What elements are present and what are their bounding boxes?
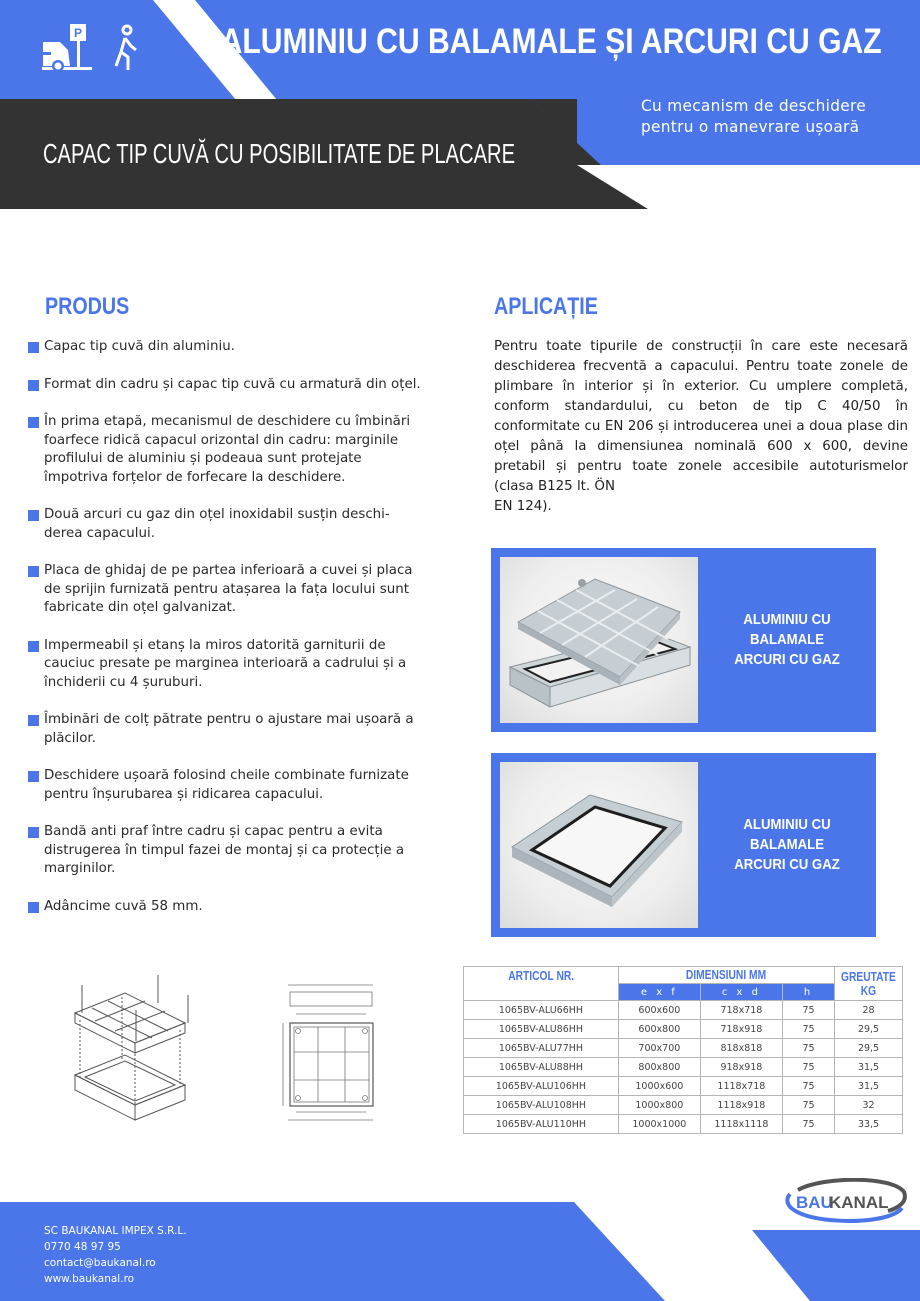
square-bullet-icon xyxy=(28,342,39,353)
cell-h: 75 xyxy=(782,1115,834,1134)
card-label-line-2: ARCURI CU GAZ xyxy=(734,651,840,668)
cell-articol: 1065BV-ALU106HH xyxy=(464,1077,619,1096)
cell-exf: 1000x600 xyxy=(618,1077,700,1096)
cell-cxd: 1118x918 xyxy=(700,1096,782,1115)
cover-with-frame-photo xyxy=(500,557,698,723)
list-item xyxy=(28,562,428,618)
col-exf-header: e x f xyxy=(618,984,700,1001)
cell-exf: 600x600 xyxy=(618,1001,700,1020)
tagline-line-2: pentru o manevrare ușoară xyxy=(641,117,860,136)
product-subtitle: CAPAC TIP CUVĂ CU POSIBILITATE DE PLACARE xyxy=(43,138,516,169)
cell-cxd: 718x918 xyxy=(700,1020,782,1039)
list-item xyxy=(28,413,428,487)
table-row xyxy=(464,1001,903,1020)
list-item xyxy=(28,338,428,357)
card-label-line-2: ARCURI CU GAZ xyxy=(734,856,840,873)
website-link[interactable]: www.baukanal.ro xyxy=(44,1273,135,1285)
cell-h: 75 xyxy=(782,1020,834,1039)
table-row xyxy=(464,1039,903,1058)
frame-only-illustration xyxy=(500,762,698,928)
cell-exf: 600x800 xyxy=(618,1020,700,1039)
table-row xyxy=(464,1077,903,1096)
cell-kg: 32 xyxy=(835,1096,903,1115)
col-cxd-header: c x d xyxy=(700,984,782,1001)
produs-heading: PRODUS xyxy=(45,293,130,320)
svg-text:P: P xyxy=(73,26,83,40)
company-name: SC BAUKANAL IMPEX S.R.L. xyxy=(44,1225,187,1237)
pedestrian-walking-icon xyxy=(114,24,142,72)
card-label-line-1: ALUMINIU CU BALAMALE xyxy=(743,816,831,853)
cell-cxd: 1118x1118 xyxy=(700,1115,782,1134)
list-item xyxy=(28,637,428,693)
list-item-text: Format din cadru și capac tip cuvă cu armatură din oțel. xyxy=(44,376,421,392)
list-item-text: Placa de ghidaj de pe partea inferioară a cuvei și placa de sprijin furnizată pentru atașarea la fața locului sunt fabricate din oțel galvanizat. xyxy=(44,563,413,615)
list-item-text: Impermeabil și etanș la miros datorită garniturii de cauciuc presate pe marginea interioară a cadrului și a închiderii cu 4 șuruburi. xyxy=(44,637,407,690)
cell-kg: 31,5 xyxy=(835,1077,903,1096)
cell-h: 75 xyxy=(782,1001,834,1020)
square-bullet-icon xyxy=(28,510,39,521)
cell-exf: 700x700 xyxy=(618,1039,700,1058)
list-item-text: În prima etapă, mecanismul de deschidere cu îmbinări foarfece ridică capacul orizontal din cadru: marginile profilului de aluminiu și podeaua sunt protejate împotriva forțelor de forfecare la deschidere. xyxy=(44,414,411,485)
product-card-cover xyxy=(491,548,876,732)
col-articol-header: ARTICOL NR. xyxy=(464,967,619,1001)
square-bullet-icon xyxy=(28,902,39,913)
square-bullet-icon xyxy=(28,715,39,726)
list-item xyxy=(28,823,428,879)
square-bullet-icon xyxy=(28,641,39,652)
footer-contact xyxy=(44,1223,187,1287)
technical-plan-drawing xyxy=(278,980,398,1130)
square-bullet-icon xyxy=(28,417,39,428)
cell-kg: 31,5 xyxy=(835,1058,903,1077)
list-item-text: Două arcuri cu gaz din oțel inoxidabil susțin deschi-derea capacului. xyxy=(44,507,390,541)
cell-articol: 1065BV-ALU108HH xyxy=(464,1096,619,1115)
col-dimensiuni-header: DIMENSIUNI MM xyxy=(618,967,834,984)
table-header-row xyxy=(464,967,903,984)
aplicatie-description xyxy=(494,337,908,517)
table-row xyxy=(464,1058,903,1077)
card-label-line-1: ALUMINIU CU BALAMALE xyxy=(743,611,831,648)
aplicatie-paragraph-end: EN 124). xyxy=(494,499,552,514)
cell-h: 75 xyxy=(782,1058,834,1077)
page-title: ALUMINIU CU BALAMALE ȘI ARCURI CU GAZ xyxy=(220,22,882,61)
cell-kg: 29,5 xyxy=(835,1020,903,1039)
exploded-isometric-drawing xyxy=(60,975,200,1125)
cell-kg: 29,5 xyxy=(835,1039,903,1058)
square-bullet-icon xyxy=(28,827,39,838)
cell-articol: 1065BV-ALU77HH xyxy=(464,1039,619,1058)
list-item-text: Bandă anti praf între cadru și capac pentru a evita distrugerea în timpul fazei de montaj și ca protecție a marginilor. xyxy=(44,824,405,876)
cell-exf: 1000x1000 xyxy=(618,1115,700,1134)
table-row xyxy=(464,1020,903,1039)
cell-articol: 1065BV-ALU110HH xyxy=(464,1115,619,1134)
square-bullet-icon xyxy=(28,380,39,391)
frame-only-photo xyxy=(500,762,698,928)
list-item-text: Adâncime cuvă 58 mm. xyxy=(44,898,203,914)
svg-text:KANAL: KANAL xyxy=(829,1193,889,1212)
cell-kg: 33,5 xyxy=(835,1115,903,1134)
list-item xyxy=(28,767,428,804)
cell-cxd: 918x918 xyxy=(700,1058,782,1077)
product-card-label xyxy=(709,753,866,937)
cell-exf: 1000x800 xyxy=(618,1096,700,1115)
cell-cxd: 818x818 xyxy=(700,1039,782,1058)
list-item xyxy=(28,898,428,917)
square-bullet-icon xyxy=(28,566,39,577)
svg-text:BAU: BAU xyxy=(796,1193,833,1212)
cell-h: 75 xyxy=(782,1096,834,1115)
cell-articol: 1065BV-ALU88HH xyxy=(464,1058,619,1077)
email-link[interactable]: contact@baukanal.ro xyxy=(44,1257,156,1269)
cell-cxd: 1118x718 xyxy=(700,1077,782,1096)
list-item xyxy=(28,711,428,748)
product-card-label xyxy=(709,548,866,732)
cell-cxd: 718x718 xyxy=(700,1001,782,1020)
header-icons xyxy=(40,22,142,72)
square-bullet-icon xyxy=(28,771,39,782)
table-row xyxy=(464,1096,903,1115)
list-item xyxy=(28,506,428,543)
col-greutate-header: GREUTATE KG xyxy=(835,967,903,1001)
cell-kg: 28 xyxy=(835,1001,903,1020)
phone-number: 0770 48 97 95 xyxy=(44,1241,121,1253)
cell-h: 75 xyxy=(782,1077,834,1096)
baukanal-logo xyxy=(778,1178,908,1226)
product-card-frame xyxy=(491,753,876,937)
list-item-text: Capac tip cuvă din aluminiu. xyxy=(44,339,235,354)
header-tagline xyxy=(641,95,866,137)
produs-feature-list xyxy=(28,338,428,935)
list-item xyxy=(28,376,428,395)
aplicatie-paragraph: Pentru toate tipurile de construcții în care este necesară deschiderea frecventă a capacului. Pentru toate zonele de plimbare în interior și în exterior. Cu umplere completă, conform standardului, cu beton de tip C 40/50 în conformitate cu EN 206 și introducerea unei a doua plase din oțel până la dimensiunea nominală 600 x 600, devine pretabil și pentru toate zonele accesibile autoturismelor (clasa B125 lt. ÖN xyxy=(494,339,908,494)
specifications-table xyxy=(463,966,903,1134)
col-h-header: h xyxy=(782,984,834,1001)
aplicatie-heading: APLICAȚIE xyxy=(494,293,598,320)
cell-exf: 800x800 xyxy=(618,1058,700,1077)
parking-car-icon xyxy=(40,22,92,72)
list-item-text: Îmbinări de colț pătrate pentru o ajustare mai ușoară a plăcilor. xyxy=(44,712,414,746)
cover-with-frame-illustration xyxy=(500,557,698,723)
tagline-line-1: Cu mecanism de deschidere xyxy=(641,96,867,115)
cell-articol: 1065BV-ALU86HH xyxy=(464,1020,619,1039)
cell-articol: 1065BV-ALU66HH xyxy=(464,1001,619,1020)
cell-h: 75 xyxy=(782,1039,834,1058)
table-row xyxy=(464,1115,903,1134)
list-item-text: Deschidere ușoară folosind cheile combinate furnizate pentru înșurubarea și ridicarea capacului. xyxy=(44,768,409,802)
